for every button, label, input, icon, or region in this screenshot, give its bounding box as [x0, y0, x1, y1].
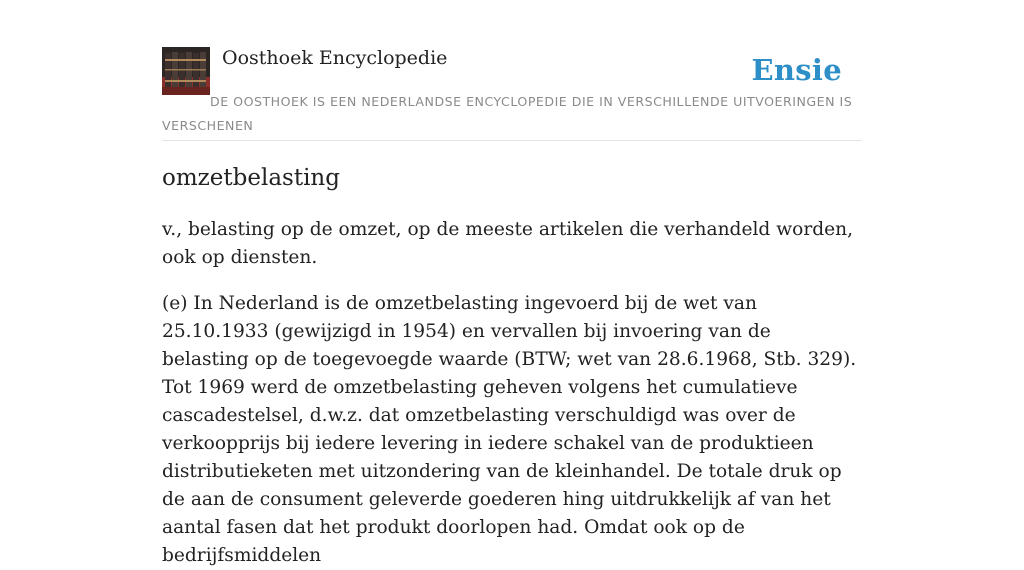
article: [162, 162, 862, 570]
brand-logo[interactable]: Ensie: [751, 53, 842, 87]
site-header: [162, 46, 862, 141]
avatar[interactable]: [162, 47, 210, 95]
article-paragraph: (e) In Nederland is de omzetbelasting ingevoerd bij de wet van 25.10.1933 (gewijzigd in 1954) en vervallen bij invoering van de belasting op de toegevoegde waarde (BTW; wet van 28.6.1968, Stb. 329). Tot 1969 werd de omzetbelasting geheven volgens het cumulatieve cascadestelsel, d.w.z. dat omzetbelasting verschuldigd was over de verkoopprijs bij iedere levering in iedere schakel van de produktieen distributieketen met uitzondering van de kleinhandel. De totale druk op de aan de consument geleverde goederen hing uitdrukkelijk af van het aantal fasen dat het produkt doorlopen had. Omdat ook op de bedrijfsmiddelen: [162, 293, 857, 566]
site-tagline: DE OOSTHOEK IS EEN NEDERLANDSE ENCYCLOPEDIE DIE IN VERSCHILLENDE UITVOERINGEN IS VERSCHENEN: [162, 94, 853, 133]
article-paragraph: v., belasting op de omzet, op de meeste artikelen die verhandeld worden, ook op diensten.: [162, 219, 854, 268]
encyclopedia-books-icon: [162, 47, 210, 95]
article-title: omzetbelasting: [162, 165, 340, 191]
site-title[interactable]: Oosthoek Encyclopedie: [222, 47, 448, 69]
